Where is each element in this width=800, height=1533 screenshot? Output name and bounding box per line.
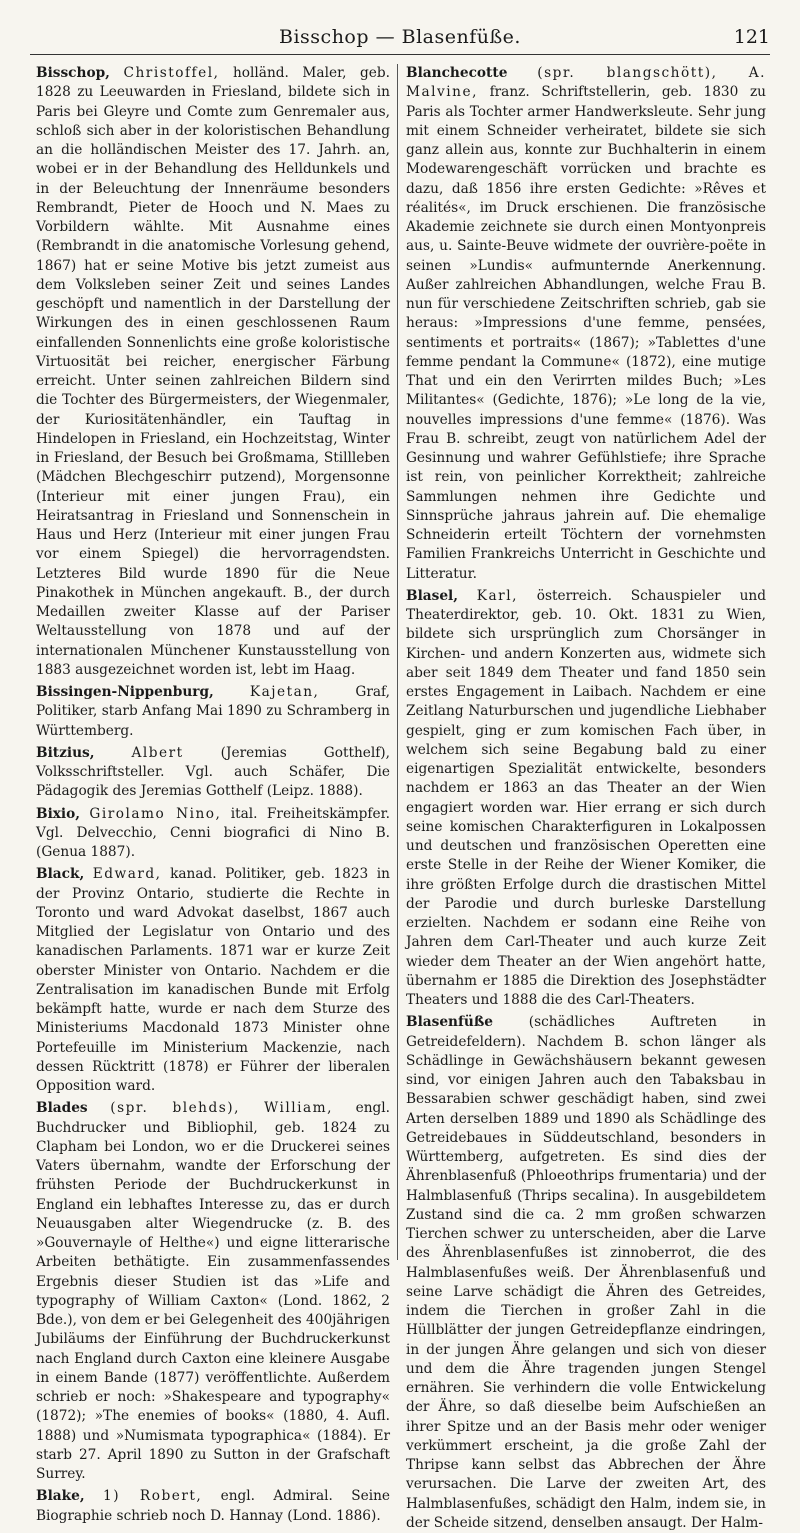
entry-bitzius — [36, 744, 390, 802]
entry-headword: Blasel, — [406, 587, 459, 604]
entry-given-name: (spr. blangschött), A. Malvine, — [406, 65, 766, 101]
entry-given-name: Karl, — [476, 587, 518, 604]
entry-text: engl. Buchdrucker und Bibliophil, geb. 1824 zu Clapham bei London, wo er die Druckerei seines Vaters übernahm, wandte der Erforschung der frühsten Periode der Buchdruckerkunst in England ein lebhaftes Interesse zu, das er durch Neuausgaben alter Wiegendrucke (z. B. des »Gouvernayle of Helthe«) und eigne litterarische Arbeiten bethätigte. Ein zusammenfassendes Ergebnis dieser Studien ist das »Life and typography of William Caxton« (Lond. 1862, 2 Bde.), von dem er bei Gelegenheit des 400jährigen Jubiläums der Einführung der Buchdruckerkunst nach England durch Caxton eine kleinere Ausgabe in einem Bande (1877) veröffentlichte. Außerdem schrieb er noch: »Shakespeare and typography« (1872); »The enemies of books« (1880, 4. Aufl. 1888) und »Numismata typographica« (1884). Er starb 27. April 1890 zu Sutton in der Grafschaft Surrey. — [36, 1100, 391, 1482]
running-title: Bisschop — Blasenfüße. — [279, 26, 521, 48]
entry-blasenfuesse — [406, 1013, 766, 1533]
entry-given-name: Edward, — [92, 866, 162, 883]
entry-text: (schädliches Auftreten in Getreidefeldern). Nachdem B. schon länger als Schädlinge in Gewächshäusern bekannt gewesen sind, vor einigen Jahren auch den Tabaksbau in Bessarabien schwer geschädigt haben, sind zwei Arten derselben 1889 und 1890 als Schädlinge des Getreidebaues in Süddeutschland, besonders in Württemberg, aufgetreten. Es sind dies der Ährenblasenfuß (Phloeothrips frumentaria) und der Halmblasenfuß (Thrips secalina). In ausgebildetem Zustand sind die ca. 2 mm großen schwarzen Tierchen schwer zu unterscheiden, aber die Larve des Ährenblasenfußes ist zinnoberrot, die des Halmblasenfußes weiß. Der Ährenblasenfuß und seine Larve schädigt die Ähren des Getreides, indem die Tierchen in großer Zahl in die Hüllblätter der jungen Getreidepflanze eindringen, in der jungen Ähre gelangen und sich von dieser und dem die Ähre tragenden jungen Stengel ernähren. Sie verhindern die volle Entwickelung der Ähre, so daß dieselbe beim Aufschießen an ihrer Spitze und an der Basis mehr oder weniger verkümmert erscheint, ja die große Zahl der Thripse kann selbst das Abbrechen der Ähre verursachen. Die Larve der zweiten Art, des Halmblasenfußes, schädigt den Halm, indem sie, in der Scheide sitzend, denselben ansaugt. Der Halm- — [406, 1014, 766, 1531]
entry-text: kanad. Politiker, geb. 1823 in der Provinz Ontario, studierte die Rechte in Toronto und ward Advokat daselbst, 1867 auch Mitglied der Legislatur von Ontario und des kanadischen Parlaments. 1871 war er kurze Zeit oberster Minister von Ontario. Nachdem er die Zentralisation im kanadischen Bunde mit Erfolg bekämpft hatte, wurde er nach dem Sturze des Ministeriums Macdonald 1873 Minister ohne Portefeuille im Ministerium Mackenzie, nach dessen Rücktritt (1878) er Führer der liberalen Opposition ward. — [36, 866, 390, 1094]
entry-headword: Bitzius, — [36, 744, 95, 761]
entry-headword: Blasenfüße — [406, 1014, 493, 1031]
entry-text: holländ. Maler, geb. 1828 zu Leeuwarden in Friesland, bildete sich in Paris bei Gleyre und Comte zum Genremaler aus, schloß sich aber in der koloristischen Behandlung an die holländischen Meister des 17. Jahrh. an, wobei er in der Behandlung des Helldunkels und in der Beleuchtung der Innenräume besonders Rembrandt, Pieter de Hooch und N. Maes zu Vorbildern wählte. Mit Ausnahme eines (Rembrandt in die anatomische Vorlesung gehend, 1867) hat er seine Motive bis jetzt zumeist aus dem Volksleben seiner Zeit und seines Landes geschöpft und namentlich in der Darstellung der Wirkungen des in einen geschlossenen Raum einfallenden Sonnenlichts eine große koloristische Virtuosität bei reicher, energischer Färbung erreicht. Unter seinen zahlreichen Bildern sind die Tochter des Bürgermeisters, der Wiegenmaler, der Kuriositätenhändler, ein Tauftag in Hindelopen in Friesland, ein Hochzeitstag, Winter in Friesland, der Besuch bei Großmama, Stillleben (Mädchen Blechgeschirr putzend), Morgensonne (Interieur mit einer jungen Frau), ein Heiratsantrag in Friesland und Sonnenschein in Haus und Herz (Interieur mit einer jungen Frau vor einem Spiegel) die hervorragendsten. Letzteres Bild wurde 1890 für die Neue Pinakothek in München angekauft. B., der durch Medaillen zweiter Klasse auf der Pariser Weltausstellung von 1878 und auf der internationalen Münchener Kunstausstellung von 1883 ausgezeichnet worden ist, lebt im Haag. — [36, 65, 390, 678]
entry-blanchecotte — [406, 64, 766, 584]
entry-given-name: Albert — [131, 744, 184, 761]
entry-given-name: Girolamo Nino, — [89, 805, 222, 822]
entry-headword: Black, — [36, 866, 85, 883]
entry-headword: Blake, — [36, 1488, 85, 1505]
entry-blake — [36, 1487, 390, 1526]
entry-headword: Blades — [36, 1100, 88, 1117]
entry-bixio — [36, 805, 390, 863]
left-column — [36, 64, 391, 1524]
page-number: 121 — [733, 26, 770, 48]
entry-headword: Bixio, — [36, 805, 81, 822]
entry-bissingen-nippenburg — [36, 683, 390, 741]
entry-text: österreich. Schauspieler und Theaterdirektor, geb. 10. Okt. 1831 zu Wien, bildete sich ursprünglich zum Chorsänger in Kirchen- und andern Konzerten aus, widmete sich aber seit 1849 dem Theater und fand 1850 sein erstes Engagement in Laibach. Nachdem er eine Zeitlang Naturburschen und jugendliche Liebhaber gespielt, ging er zum komischen Fach über, in welchem sich seine Begabung bald zu einer eigenartigen Spezialität entwickelte, besonders nachdem er 1863 an das Theater an der Wien engagiert worden war. Hier errang er sich durch seine komischen Charakterfiguren in Lokalpossen und deutschen und französischen Operetten eine erste Stelle in der Reihe der Wiener Komiker, die ihre größten Erfolge durch die drastischen Mittel der Parodie und durch burleske Darstellung erzielten. Nachdem er sodann eine Reihe von Jahren dem Carl-Theater und auch kurze Zeit wieder dem Theater an der Wien angehört hatte, übernahm er 1885 die Direktion des Josephstädter Theaters und 1888 die des Carl-Theaters. — [406, 587, 766, 1008]
page-header — [30, 26, 770, 55]
entry-given-name: 1) Robert, — [103, 1488, 203, 1505]
entry-blades — [36, 1099, 390, 1484]
entry-text: ital. Freiheitskämpfer. Vgl. Delvecchio, Cenni biografici di Nino B. (Genua 1887). — [36, 805, 390, 860]
entry-blasel — [406, 587, 766, 1011]
entry-text: (Jeremias Gotthelf), Volksschriftsteller. Vgl. auch Schäfer, Die Pädagogik des Jeremias Gotthelf (Leipz. 1888). — [36, 744, 390, 800]
entry-text: Graf, Politiker, starb Anfang Mai 1890 zu Schramberg in Württemberg. — [36, 684, 390, 739]
entry-headword: Blanchecotte — [406, 65, 508, 81]
entry-given-name: (spr. blehds), William, — [110, 1100, 333, 1117]
entry-text: engl. Admiral. Seine Biographie schrieb noch D. Hannay (Lond. 1886). — [36, 1488, 390, 1524]
entry-headword: Bissingen-Nippenburg, — [36, 684, 214, 700]
entry-given-name: Christoffel, — [123, 65, 220, 81]
column-divider — [397, 64, 398, 1260]
entry-headword: Bisschop, — [36, 65, 110, 81]
entry-text: franz. Schriftstellerin, geb. 1830 zu Paris als Tochter armer Handwerksleute. Sehr jung mit einem Schneider verheiratet, bildete sie sich ganz allein aus, konnte zur Buchhalterin in einem Modewarengeschäft vorrücken und brachte es dazu, daß 1856 ihre ersten Gedichte: »Rêves et réalités«, im Druck erschienen. Die französische Akademie zeichnete sie durch einen Montyonpreis aus, u. Sainte-Beuve widmete der ouvrière-poëte in seinen »Lundis« aufmunternde Anerkennung. Außer zahlreichen Abhandlungen, welche Frau B. nun für verschiedene Zeitschriften schrieb, gab sie heraus: »Impressions d'une femme, pensées, sentiments et portraits« (1867); »Tablettes d'une femme pendant la Commune« (1872), eine mutige That und ein den Verirrten mildes Buch; »Les Militantes« (Gedichte, 1876); »Le long de la vie, nouvelles impressions d'une femme« (1876). Was Frau B. schreibt, zeugt von natürlichem Adel der Gesinnung und wahrer Gefühlstiefe; ihre Sprache ist rein, von peinlicher Korrektheit; zahlreiche Sammlungen nehmen ihre Gedichte und Sinnsprüche jahraus jahrein auf. Die ehemalige Schneiderin erteilt Töchtern der vornehmsten Familien Frankreichs Unterricht in Geschichte und Litteratur. — [406, 84, 766, 582]
right-column — [406, 64, 766, 1531]
entry-bisschop — [36, 64, 390, 680]
entry-given-name: Kajetan, — [249, 684, 320, 700]
entry-black — [36, 865, 390, 1096]
